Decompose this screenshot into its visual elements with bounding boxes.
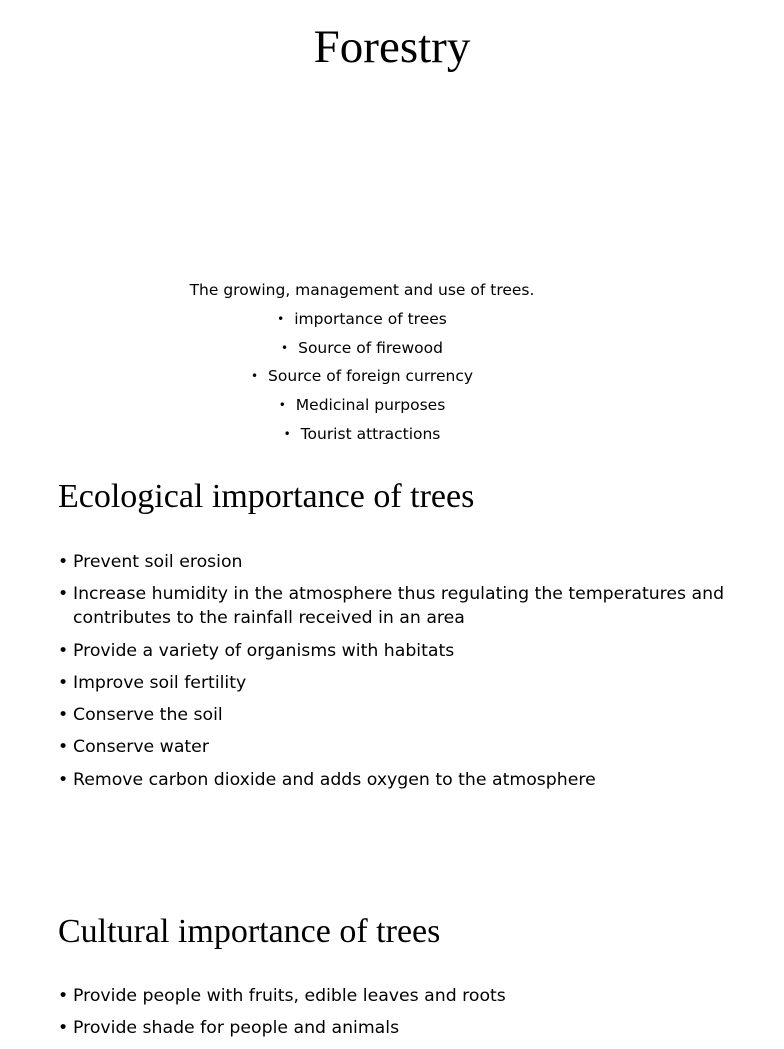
subtitle-line [0,276,724,305]
cultural-list [58,984,758,1049]
list-item [58,703,758,727]
subtitle-line-text: Source of foreign currency [268,367,474,386]
subtitle-line [0,334,724,363]
list-item [58,735,758,759]
bullet-icon: • [58,986,69,1006]
list-item-text: Conserve the soil [73,705,223,726]
slide-cultural [0,860,768,1039]
bullet-icon: • [283,426,291,441]
subtitle-line-text: importance of trees [294,309,447,328]
slide-title: Forestry [313,21,471,73]
subtitle-line-text: Tourist attractions [300,424,441,443]
subtitle-line-text: The growing, management and use of trees. [189,281,535,299]
list-item [58,582,758,630]
list-item-text: Provide a variety of organisms with habitats [73,640,455,661]
subtitle-line [0,391,724,420]
section-heading-ecological: Ecological importance of trees [58,478,475,515]
bullet-icon: • [58,737,69,758]
list-item [58,550,758,574]
list-item-text: Remove carbon dioxide and adds oxygen to the atmosphere [73,769,596,790]
subtitle-line [0,305,724,334]
subtitle-line-text: Medicinal purposes [295,396,446,415]
list-item-text: Improve soil fertility [73,672,247,693]
list-item [58,639,758,663]
bullet-icon: • [58,552,69,572]
bullet-icon: • [281,340,289,355]
bullet-icon: • [58,705,69,726]
subtitle-line [0,362,724,391]
bullet-icon: • [58,769,69,790]
bullet-icon: • [58,672,69,693]
bullet-icon: • [58,1018,69,1039]
subtitle-line-text: Source of firewood [298,338,443,357]
subtitle-list [0,276,724,449]
ecological-list [58,550,758,800]
bullet-icon: • [278,398,286,413]
list-item-text: Increase humidity in the atmosphere thus regulating the temperatures and contributes to the rainfall received in an area [73,584,725,629]
section-heading-cultural: Cultural importance of trees [58,913,441,950]
bullet-icon: • [250,369,259,384]
bullet-icon: • [277,311,285,326]
list-item-text: Provide shade for people and animals [73,1018,400,1039]
bullet-icon: • [58,584,69,605]
list-item [58,1016,758,1040]
list-item [58,768,758,792]
subtitle-line [0,420,724,449]
list-item-text: Prevent soil erosion [73,552,243,572]
list-item-text: Provide people with fruits, edible leaves and roots [73,986,506,1006]
list-item [58,984,758,1008]
list-item-text: Conserve water [73,737,209,758]
bullet-icon: • [58,640,69,661]
slide-forestry [0,0,768,443]
list-item [58,671,758,695]
